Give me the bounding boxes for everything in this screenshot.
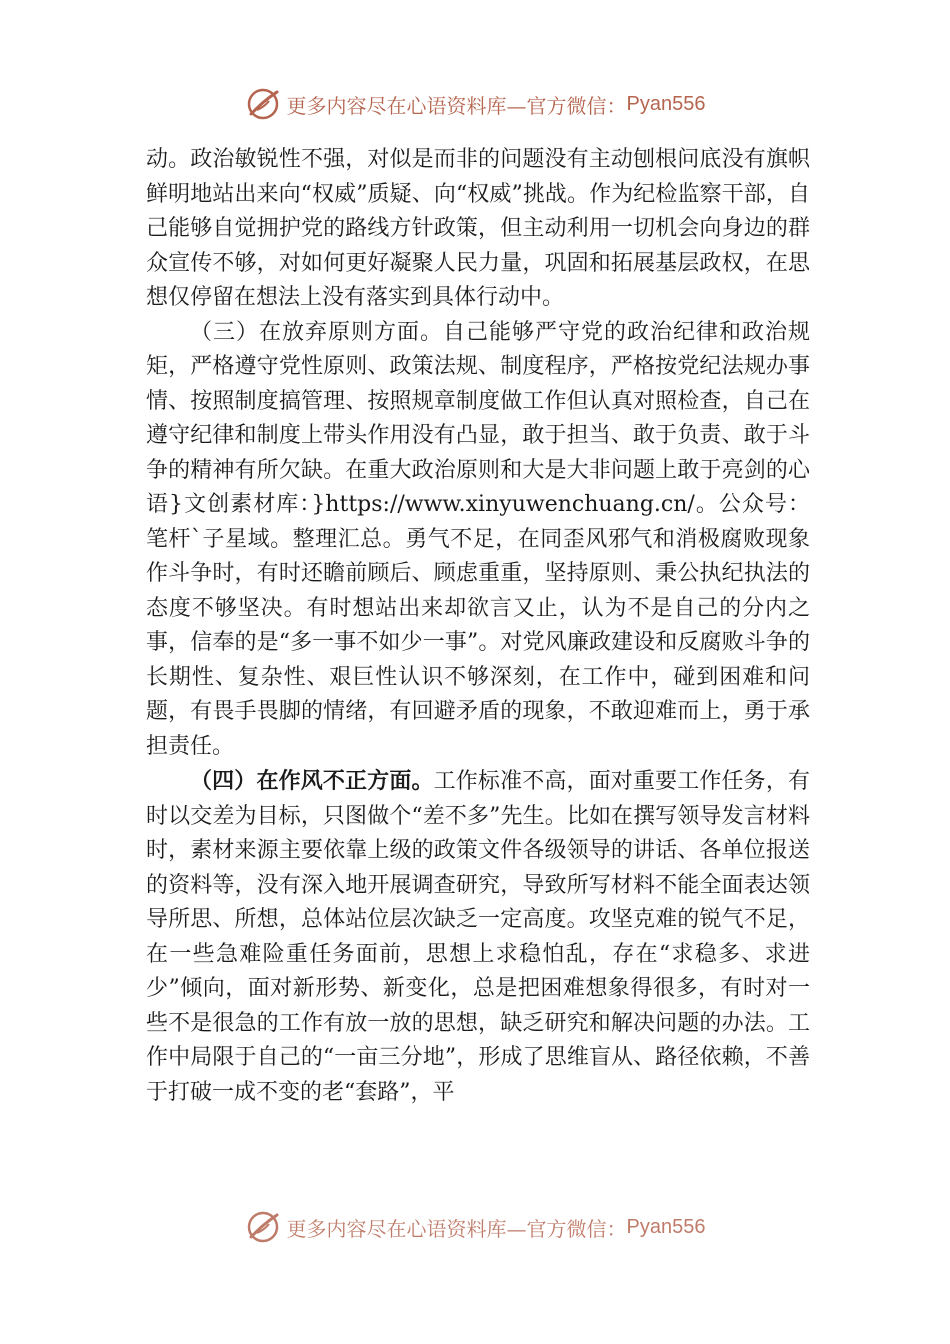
- paragraph-1: 动。政治敏锐性不强，对似是而非的问题没有主动刨根问底没有旗帜鲜明地站出来向“权威”质疑、向“权威”挑战。作为纪检监察干部，自己能够自觉拥护党的路线方针政策，但主动利用一切机会向身边的群众宣传不够，对如何更好凝聚人民力量，巩固和拓展基层政权，在思想仅停留在想法上没有落实到具体行动中。: [146, 147, 810, 310]
- watermark-wechat-id: Pyan556: [626, 92, 706, 115]
- paragraph-2: （三）在放弃原则方面。自己能够严守党的政治纪律和政治规矩，严格遵守党性原则、政策法规、制度程序，严格按党纪法规办事情、按照制度搞管理、按照规章制度做工作但认真对照检查，自己在遵守纪律和制度上带头作用没有凸显，敢于担当、敢于负责、敢于斗争的精神有所欠缺。在重大政治原则和大是大非问题上敢于亮剑的心语}文创素材库：}https://www.xinyuwenchuang.cn/。公众号：笔杆`子星域。整理汇总。勇气不足，在同歪风邪气和消极腐败现象作斗争时，有时还瞻前顾后、顾虑重重，坚持原则、秉公执纪执法的态度不够坚决。有时想站出来却欲言又止，认为不是自己的分内之事，信奉的是“多一事不如少一事”。对党风廉政建设和反腐败斗争的长期性、复杂性、艰巨性认识不够深刻，在工作中，碰到困难和问题，有畏手畏脚的情绪，有回避矛盾的现象，不敢迎难而上，勇于承担责任。: [146, 319, 810, 759]
- brush-logo-icon: [245, 86, 281, 122]
- watermark-header: [0, 84, 950, 124]
- paragraph-3-heading: （四）在作风不正方面。: [190, 768, 434, 794]
- document-body: [146, 143, 810, 1110]
- watermark-text: 更多内容尽在心语资料库—官方微信：: [286, 93, 627, 118]
- paragraph-3: [146, 764, 810, 1110]
- watermark-text: 更多内容尽在心语资料库—官方微信：: [286, 1216, 627, 1241]
- brush-logo-icon: [245, 1209, 281, 1245]
- watermark-wechat-id: Pyan556: [626, 1215, 706, 1238]
- watermark-footer: [0, 1207, 950, 1247]
- paragraph-3-text: 工作标准不高，面对重要工作任务，有时以交差为目标，只图做个“差不多”先生。比如在撰写领导发言材料时，素材来源主要依靠上级的政策文件各级领导的讲话、各单位报送的资料等，没有深入地开展调查研究，导致所写材料不能全面表达领导所思、所想，总体站位层次缺乏一定高度。攻坚克难的锐气不足，在一些急难险重任务面前，思想上求稳怕乱，存在“求稳多、求进少”倾向，面对新形势、新变化，总是把困难想象得很多，有时对一些不是很急的工作有放一放的思想，缺乏研究和解决问题的办法。工作中局限于自己的“一亩三分地”，形成了思维盲从、路径依赖，不善于打破一成不变的老“套路”，平: [146, 769, 810, 1105]
